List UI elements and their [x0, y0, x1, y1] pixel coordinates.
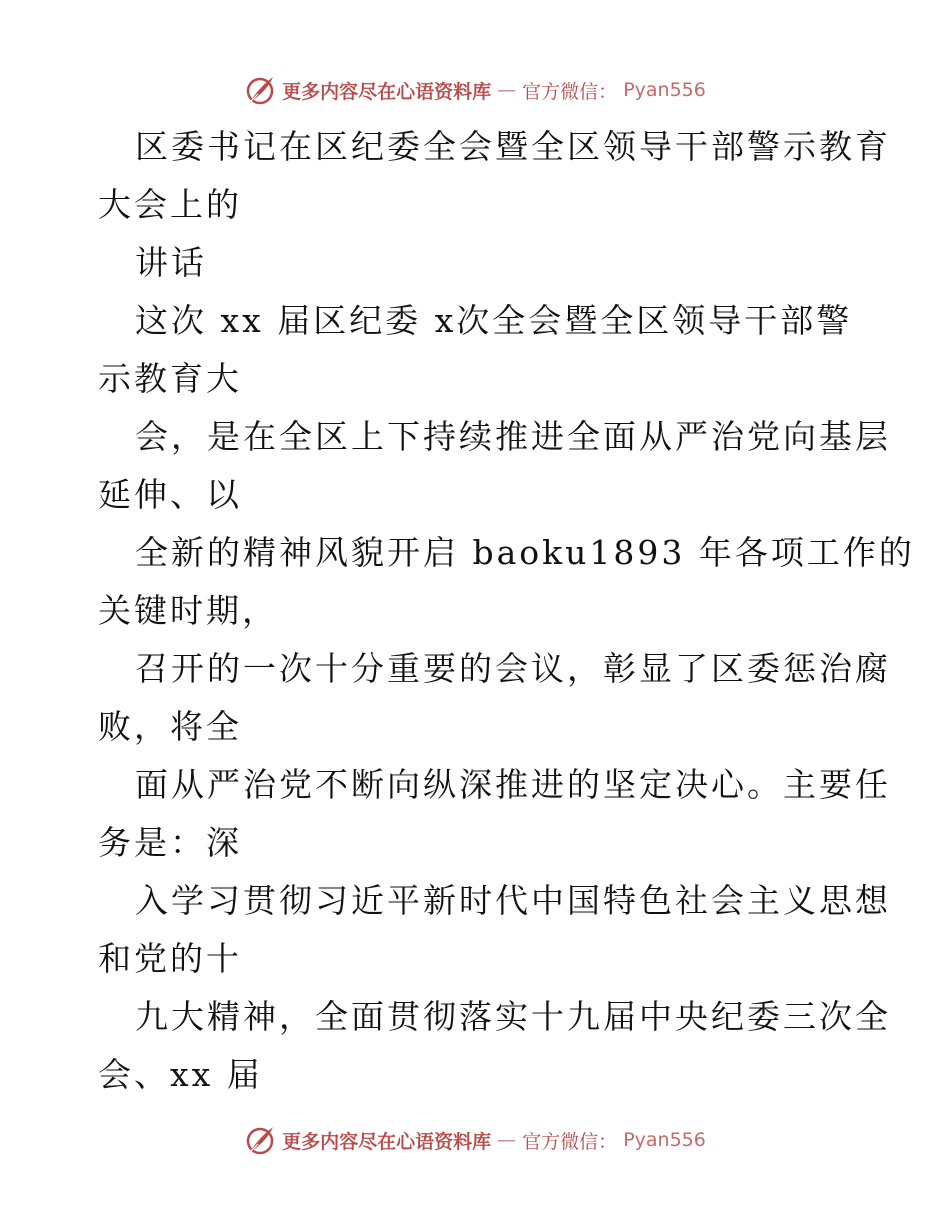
- document-body: [98, 118, 915, 1104]
- watermark-dash: —: [497, 79, 517, 101]
- watermark-wechat-label: 官方微信：: [522, 80, 618, 103]
- body-line: 区委书记在区纪委全会暨全区领导干部警示教育: [135, 127, 891, 166]
- body-line: 这次 xx 届区纪委 x次全会暨全区领导干部警: [135, 301, 853, 340]
- body-line: 会、xx 届: [98, 1055, 263, 1094]
- body-line: 关键时期，: [98, 591, 278, 630]
- body-line: 大会上的: [98, 185, 242, 224]
- watermark-wechat-handle: Pyan556: [623, 79, 706, 101]
- body-line: 延伸、以: [98, 475, 242, 514]
- body-line: 九大精神，全面贯彻落实十九届中央纪委三次全: [135, 997, 891, 1036]
- watermark-brand-text: 更多内容尽在心语资料库: [282, 80, 492, 103]
- watermark-wechat-handle: Pyan556: [623, 1129, 706, 1151]
- feather-pen-logo-icon: [244, 74, 276, 106]
- header-watermark-banner: [0, 70, 950, 110]
- feather-pen-logo-icon: [244, 1124, 276, 1156]
- footer-watermark-banner: [0, 1120, 950, 1160]
- body-line: 全新的精神风貌开启 baoku1893 年各项工作的: [135, 533, 915, 572]
- watermark-wechat-label: 官方微信：: [522, 1130, 618, 1153]
- watermark-dash: —: [497, 1129, 517, 1151]
- body-line: 召开的一次十分重要的会议，彰显了区委惩治腐: [135, 649, 891, 688]
- body-line: 面从严治党不断向纵深推进的坚定决心。主要任: [135, 765, 891, 804]
- body-line: 和党的十: [98, 939, 242, 978]
- body-line: 败，将全: [98, 707, 242, 746]
- body-line: 务是：深: [98, 823, 242, 862]
- watermark-brand-text: 更多内容尽在心语资料库: [282, 1130, 492, 1153]
- body-line: 示教育大: [98, 359, 242, 398]
- body-line: 会，是在全区上下持续推进全面从严治党向基层: [135, 417, 891, 456]
- body-line: 入学习贯彻习近平新时代中国特色社会主义思想: [135, 881, 891, 920]
- body-line: 讲话: [135, 243, 207, 282]
